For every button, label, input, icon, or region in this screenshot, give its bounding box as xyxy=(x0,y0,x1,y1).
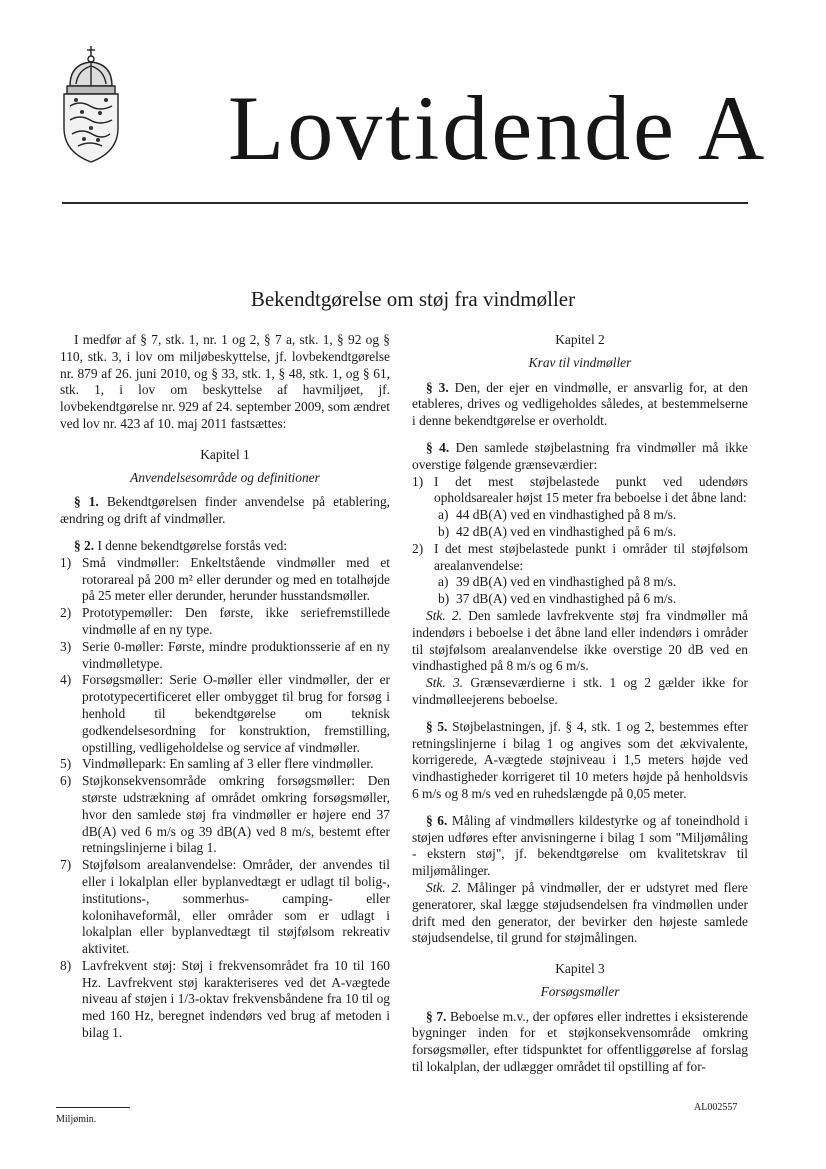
ministry-footnote: Miljømin. xyxy=(56,1114,97,1125)
sub-item-text: 42 dB(A) ved en vindhastighed på 6 m/s. xyxy=(456,523,677,539)
sub-item-text: 44 dB(A) ved en vindhastighed på 8 m/s. xyxy=(456,507,677,523)
list-item xyxy=(60,958,390,1042)
list-item-number: 4) xyxy=(60,672,72,688)
right-column xyxy=(412,332,748,1076)
list-item-text: I det mest støjbelastede punkt ved udendørs opholdsarealer højst 15 meter fra beboelse i det åbne land: xyxy=(434,473,748,506)
list-item xyxy=(60,857,390,958)
footer-divider xyxy=(56,1107,130,1108)
chapter-2-label: Kapitel 2 xyxy=(555,332,605,347)
list-item xyxy=(412,541,748,575)
limits-list xyxy=(412,474,748,608)
list-item-text: Støjfølsom arealanvendelse: Områder, der anvendes til eller i lokalplan eller byplanvedtægt er udlagt til bolig-, institutions-, sommerhus- camping- eller kolonihaveformål, eller områder som er udlagt i lokalplan eller byplanvedtægt til støjfølsom rekreativ aktivitet. xyxy=(82,857,390,957)
list-item xyxy=(60,773,390,857)
sub-item-letter: a) xyxy=(438,507,449,523)
list-item-number: 1) xyxy=(412,473,424,489)
masthead-divider xyxy=(62,202,748,204)
section-1-text: Bekendtgørelsen finder anvendelse på etablering, ændring og drift af vindmøller. xyxy=(60,494,390,527)
list-item-number: 2) xyxy=(60,605,72,621)
stk-2-mark: Stk. 2. xyxy=(426,607,462,623)
section-4-stk-3 xyxy=(412,675,748,709)
section-2 xyxy=(60,538,390,555)
list-item-text: I det mest støjbelastede punkt i områder til støjfølsom arealanvendelse: xyxy=(434,540,748,573)
list-item-text: Serie 0-møller: Første, mindre produktionsserie af en ny vindmølletype. xyxy=(82,638,390,671)
preamble: I medfør af § 7, stk. 1, nr. 1 og 2, § 7 a, stk. 1, § 92 og § 110, stk. 3, i lov om miljøbeskyttelse, jf. lovbekendtgørelse nr. 879 af 26. juni 2010, og § 33, stk. 1, § 48, stk. 1, og § 61, stk. 1, i lov om beskyttelse af havmiljøet, jf. lovbekendtgørelse nr. 929 af 24. september 2009, som ændret ved lov nr. 423 af 10. maj 2011 fastsættes: xyxy=(60,332,390,431)
section-4 xyxy=(412,440,748,474)
section-2-text: I denne bekendtgørelse forstås ved: xyxy=(94,537,288,553)
list-item xyxy=(60,672,390,756)
section-3-mark: § 3. xyxy=(426,379,449,395)
sub-item-text: 37 dB(A) ved en vindhastighed på 6 m/s. xyxy=(456,591,677,607)
chapter-3-title: Forsøgsmøller xyxy=(540,983,620,999)
publication-title: Lovtidende A xyxy=(228,77,768,179)
sub-item-letter: a) xyxy=(438,574,449,590)
list-item xyxy=(60,555,390,605)
chapter-1-label: Kapitel 1 xyxy=(200,446,250,462)
stk-2-text: Målinger på vindmøller, der er udstyret med flere generatorer, skal lægge støjudsendelsen fra vindmøllen under drift med den generator, der bevirker den højeste samlede støjudsendelse, til grund for støjmålingen. xyxy=(412,879,748,946)
list-item xyxy=(60,605,390,639)
royal-coat-of-arms-icon xyxy=(56,42,126,182)
list-item-number: 2) xyxy=(412,540,424,556)
section-5-mark: § 5. xyxy=(426,718,448,734)
section-6-mark: § 6. xyxy=(426,812,448,828)
list-item-number: 6) xyxy=(60,773,72,789)
section-5 xyxy=(412,719,748,803)
document-number: AL002557 xyxy=(694,1102,738,1113)
list-item xyxy=(60,639,390,673)
section-2-mark: § 2. xyxy=(74,537,95,553)
list-item-text: Lavfrekvent støj: Støj i frekvensområdet fra 10 til 160 Hz. Lavfrekvent støj karakteriseres ved det A-vægtede niveau af støjen i 1/3-oktav frekvensbåndene fra 10 til og med 160 Hz, beregnet indendørs ved brug af metoden i bilag 1. xyxy=(82,957,390,1041)
stk-3-mark: Stk. 3. xyxy=(426,675,464,691)
left-column xyxy=(60,332,390,1042)
section-1 xyxy=(60,494,390,528)
list-item-text: Støjkonsekvensområde omkring forsøgsmøller: Den største udstrækning af området omkring forsøgsmøller, hvor den samlede støj fra vindmøller er højere end 37 dB(A) ved 6 m/s og 39 dB(A) ved 8 m/s, bestemt efter retningslinjerne i bilag 1. xyxy=(82,773,390,856)
chapter-1-title: Anvendelsesområde og definitioner xyxy=(130,469,320,485)
list-item xyxy=(412,474,748,508)
stk-2-mark: Stk. 2. xyxy=(426,879,462,895)
list-item-number: 7) xyxy=(60,857,72,873)
section-7-mark: § 7. xyxy=(426,1008,447,1024)
stk-3-text: Grænseværdierne i stk. 1 og 2 gælder ikke for vindmølleejerens beboelse. xyxy=(412,675,748,707)
sub-list-item xyxy=(434,507,748,524)
list-item-number: 3) xyxy=(60,638,72,654)
section-4-mark: § 4. xyxy=(426,439,450,455)
sub-item-text: 39 dB(A) ved en vindhastighed på 8 m/s. xyxy=(456,574,677,590)
section-6 xyxy=(412,813,748,880)
list-item-number: 1) xyxy=(60,554,72,570)
section-1-mark: § 1. xyxy=(74,494,99,510)
section-3 xyxy=(412,380,748,430)
sub-list-item xyxy=(434,524,748,541)
chapter-3-label: Kapitel 3 xyxy=(555,961,605,977)
chapter-2-title: Krav til vindmøller xyxy=(528,354,632,370)
section-6-stk-2 xyxy=(412,880,748,947)
document-title: Bekendtgørelse om støj fra vindmøller xyxy=(250,287,576,311)
definitions-list xyxy=(60,555,390,1042)
section-4-stk-2 xyxy=(412,608,748,675)
sub-list-item xyxy=(434,591,748,608)
list-item xyxy=(60,756,390,773)
section-7 xyxy=(412,1009,748,1076)
sub-item-letter: b) xyxy=(438,591,450,607)
sub-item-letter: b) xyxy=(438,523,450,539)
section-6-text: Måling af vindmøllers kildestyrke og af toneindhold i støjen udføres efter anvisningerne i bilag 1 som "Miljømåling - ekstern støj", jf. bekendtgørelse om kvalitetskrav til miljømålinger. xyxy=(412,812,748,879)
list-item-text: Vindmøllepark: En samling af 3 eller flere vindmøller. xyxy=(82,756,374,772)
list-item-text: Forsøgsmøller: Serie O-møller eller vindmøller, der er prototypecertificeret eller ombygget til brug for forsøg i henhold til bekendtgørelse om teknisk godkendelsesordning for konstruktion, fremstilling, opstilling, vedligeholdelse og service af vindmøller. xyxy=(82,672,390,755)
section-5-text: Støjbelastningen, jf. § 4, stk. 1 og 2, bestemmes efter retningslinjerne i bilag 1 og angives som det ækvivalente, korrigerede, A-vægtede støjniveau i 1,5 meters højde ved vindhastigheder korrigeret til 10 meters højde på henholdsvis 6 m/s og 8 m/s ved en ruhedslængde på 0,05 meter. xyxy=(412,718,748,801)
section-4-text: Den samlede støjbelastning fra vindmøller må ikke overstige følgende grænseværdier: xyxy=(412,439,748,472)
section-7-text: Beboelse m.v., der opføres eller indrettes i eksisterende bygninger inden for et støjkonsekvensområde omkring forsøgsmøller, efter tidspunktet for offentliggørelse af forslag til lokalplan, der udlægger området til opstilling af for- xyxy=(412,1008,748,1075)
list-item-number: 8) xyxy=(60,957,72,973)
list-item-number: 5) xyxy=(60,756,72,772)
sub-list-item xyxy=(434,574,748,591)
list-item-text: Små vindmøller: Enkeltstående vindmøller med et rotorareal på 200 m² eller derunder og med en totalhøjde på 25 meter eller derunder, herunder husstandsmøller. xyxy=(82,554,390,604)
list-item-text: Prototypemøller: Den første, ikke seriefremstillede vindmølle af en ny type. xyxy=(82,605,390,637)
section-3-text: Den, der ejer en vindmølle, er ansvarlig for, at den etableres, drives og vedligeholdes således, at bestemmelserne i denne bekendtgørelse er overholdt. xyxy=(412,379,748,429)
stk-2-text: Den samlede lavfrekvente støj fra vindmøller må indendørs i beboelse i det åbne land eller indendørs i områder til støjfølsom arealanvendelse ikke overstige 20 dB ved en vindhastighed på 8 m/s og 6 m/s. xyxy=(412,607,748,674)
